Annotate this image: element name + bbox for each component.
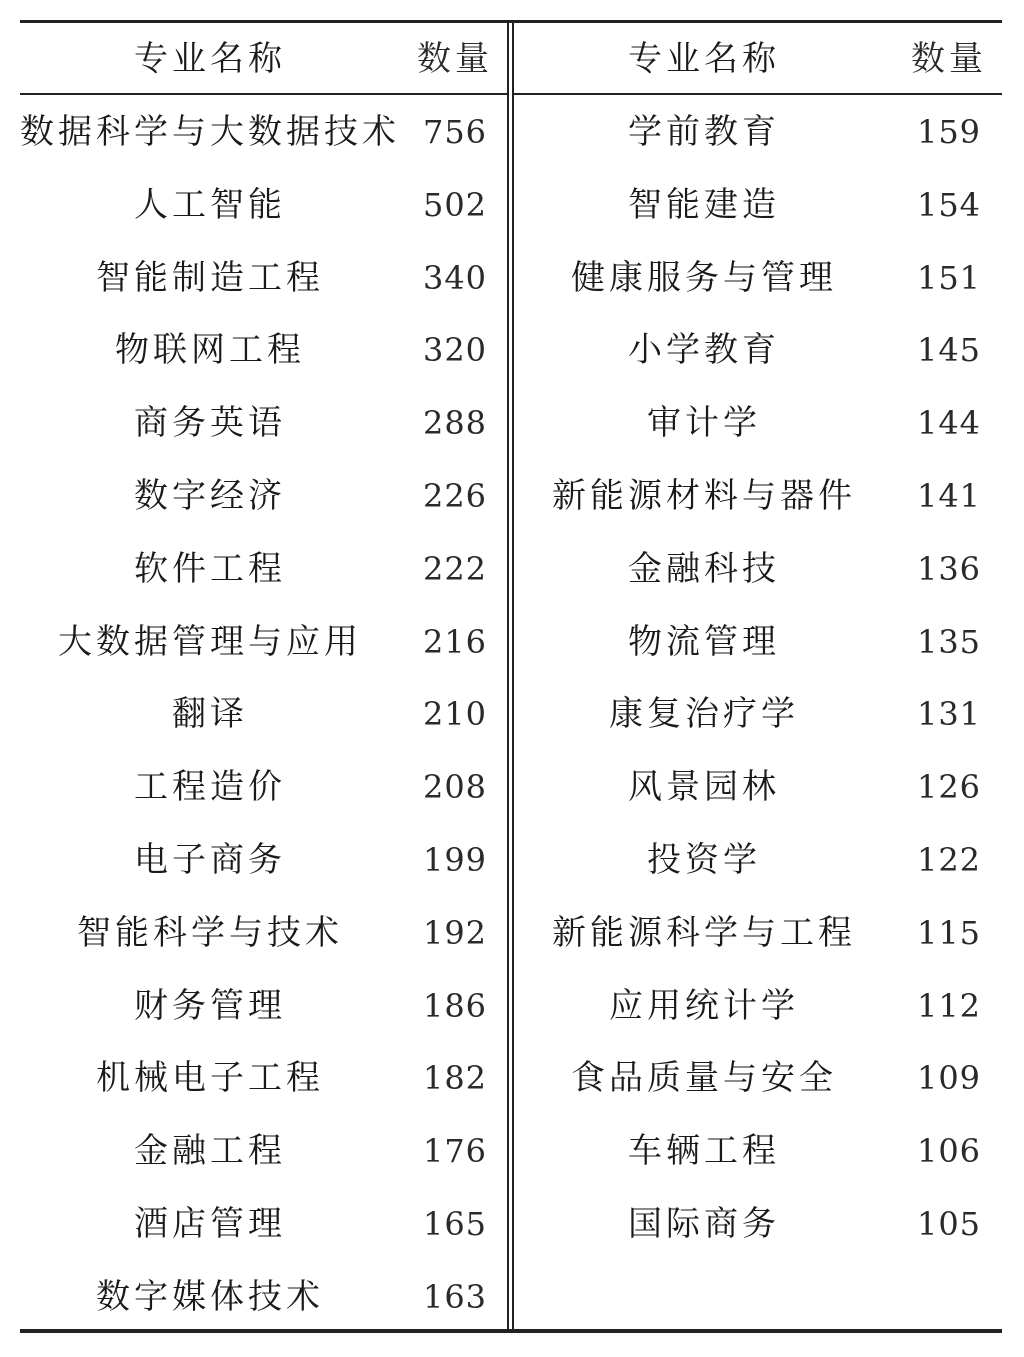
- table-row: [20, 96, 506, 168]
- table-row: [20, 533, 506, 605]
- major-name: 大数据管理与应用: [58, 621, 362, 662]
- column-divider: [507, 23, 509, 1329]
- major-name: 电子商务: [134, 840, 286, 880]
- major-count: 131: [916, 695, 982, 734]
- major-name: 智能科学与技术: [77, 912, 343, 953]
- table-row: [514, 242, 1000, 314]
- table-row: [514, 751, 1000, 823]
- major-name: 食品质量与安全: [571, 1058, 837, 1099]
- table-row: [20, 606, 506, 678]
- major-count: 154: [916, 185, 982, 224]
- major-count: 502: [422, 185, 488, 224]
- major-name: 康复治疗学: [609, 694, 799, 735]
- major-count: 144: [916, 404, 982, 443]
- major-name: 新能源材料与器件: [552, 476, 856, 516]
- major-name: 审计学: [647, 403, 761, 444]
- major-count: 109: [916, 1059, 982, 1098]
- table-header-left: [20, 23, 506, 95]
- major-count: 112: [916, 986, 982, 1025]
- table-row: [514, 169, 1000, 241]
- header-name: 专业名称: [628, 39, 780, 79]
- table-row: [514, 824, 1000, 896]
- major-count: 126: [916, 768, 982, 807]
- major-count: 176: [422, 1132, 488, 1171]
- table-row: [20, 897, 506, 969]
- major-name: 数字经济: [134, 476, 286, 516]
- major-count: 320: [422, 331, 488, 370]
- table-row: [514, 1042, 1000, 1114]
- major-name: 应用统计学: [609, 985, 799, 1026]
- table-row: [514, 460, 1000, 532]
- major-count: 756: [422, 113, 488, 151]
- table-row: [20, 387, 506, 459]
- major-count: 106: [916, 1132, 982, 1171]
- major-name: 数据科学与大数据技术: [20, 112, 400, 152]
- major-name: 翻译: [172, 694, 248, 735]
- major-name: 机械电子工程: [96, 1058, 324, 1099]
- major-count: 136: [916, 549, 982, 588]
- major-count: 145: [916, 331, 982, 370]
- table-row: [514, 970, 1000, 1042]
- major-name: 数字媒体技术: [96, 1276, 324, 1317]
- major-name: 风景园林: [628, 767, 780, 808]
- major-count: 216: [422, 622, 488, 661]
- table-row: [20, 1042, 506, 1114]
- major-name: 人工智能: [134, 184, 286, 225]
- major-count: 182: [422, 1059, 488, 1098]
- major-count: 208: [422, 768, 488, 807]
- table-row: [514, 897, 1000, 969]
- table-row: [20, 242, 506, 314]
- major-count: 151: [916, 258, 982, 297]
- major-count: 135: [916, 622, 982, 661]
- major-name: 智能建造: [628, 184, 780, 225]
- major-name: 金融科技: [628, 548, 780, 589]
- major-count: 105: [916, 1205, 982, 1243]
- major-count-table: [20, 20, 1002, 1334]
- table-row: [20, 1261, 506, 1333]
- table-header-right: [514, 23, 1000, 95]
- major-name: 新能源科学与工程: [552, 912, 856, 953]
- table-row: [20, 169, 506, 241]
- table-row: [20, 751, 506, 823]
- major-count: 159: [916, 113, 982, 151]
- major-name: 酒店管理: [134, 1204, 286, 1244]
- major-count: 165: [422, 1205, 488, 1243]
- header-count: 数量: [417, 39, 493, 79]
- table-row: [514, 533, 1000, 605]
- major-count: 163: [422, 1277, 488, 1316]
- major-count: 115: [916, 913, 982, 952]
- major-name: 学前教育: [628, 112, 780, 152]
- major-count: 192: [422, 913, 488, 952]
- major-count: 226: [422, 477, 488, 515]
- table-row: [514, 1188, 1000, 1260]
- header-count: 数量: [911, 39, 987, 79]
- table-row: [514, 387, 1000, 459]
- table-row: [20, 460, 506, 532]
- table-row: [20, 970, 506, 1042]
- major-name: 软件工程: [134, 548, 286, 589]
- major-name: 财务管理: [134, 985, 286, 1026]
- major-name: 小学教育: [628, 330, 780, 371]
- table-row: [20, 314, 506, 386]
- table-row: [514, 314, 1000, 386]
- major-count: 141: [916, 477, 982, 515]
- major-name: 投资学: [647, 840, 761, 880]
- major-count: 186: [422, 986, 488, 1025]
- major-count: 122: [916, 841, 982, 879]
- major-name: 国际商务: [628, 1204, 780, 1244]
- header-name: 专业名称: [134, 39, 286, 79]
- table-row: [514, 606, 1000, 678]
- table-row: [20, 1188, 506, 1260]
- major-name: 车辆工程: [628, 1131, 780, 1172]
- major-count: 288: [422, 404, 488, 443]
- table-row: [20, 1115, 506, 1187]
- major-count: 340: [422, 258, 488, 297]
- table-row: [514, 1115, 1000, 1187]
- table-row: [20, 678, 506, 750]
- major-name: 物联网工程: [115, 330, 305, 371]
- major-name: 智能制造工程: [96, 257, 324, 298]
- table-row: [514, 678, 1000, 750]
- table-row: [514, 96, 1000, 168]
- major-count: 199: [422, 841, 488, 879]
- major-name: 金融工程: [134, 1131, 286, 1172]
- major-name: 物流管理: [628, 621, 780, 662]
- major-name: 工程造价: [134, 767, 286, 808]
- major-name: 健康服务与管理: [571, 257, 837, 298]
- major-count: 210: [422, 695, 488, 734]
- major-count: 222: [422, 549, 488, 588]
- major-name: 商务英语: [134, 403, 286, 444]
- table-row: [20, 824, 506, 896]
